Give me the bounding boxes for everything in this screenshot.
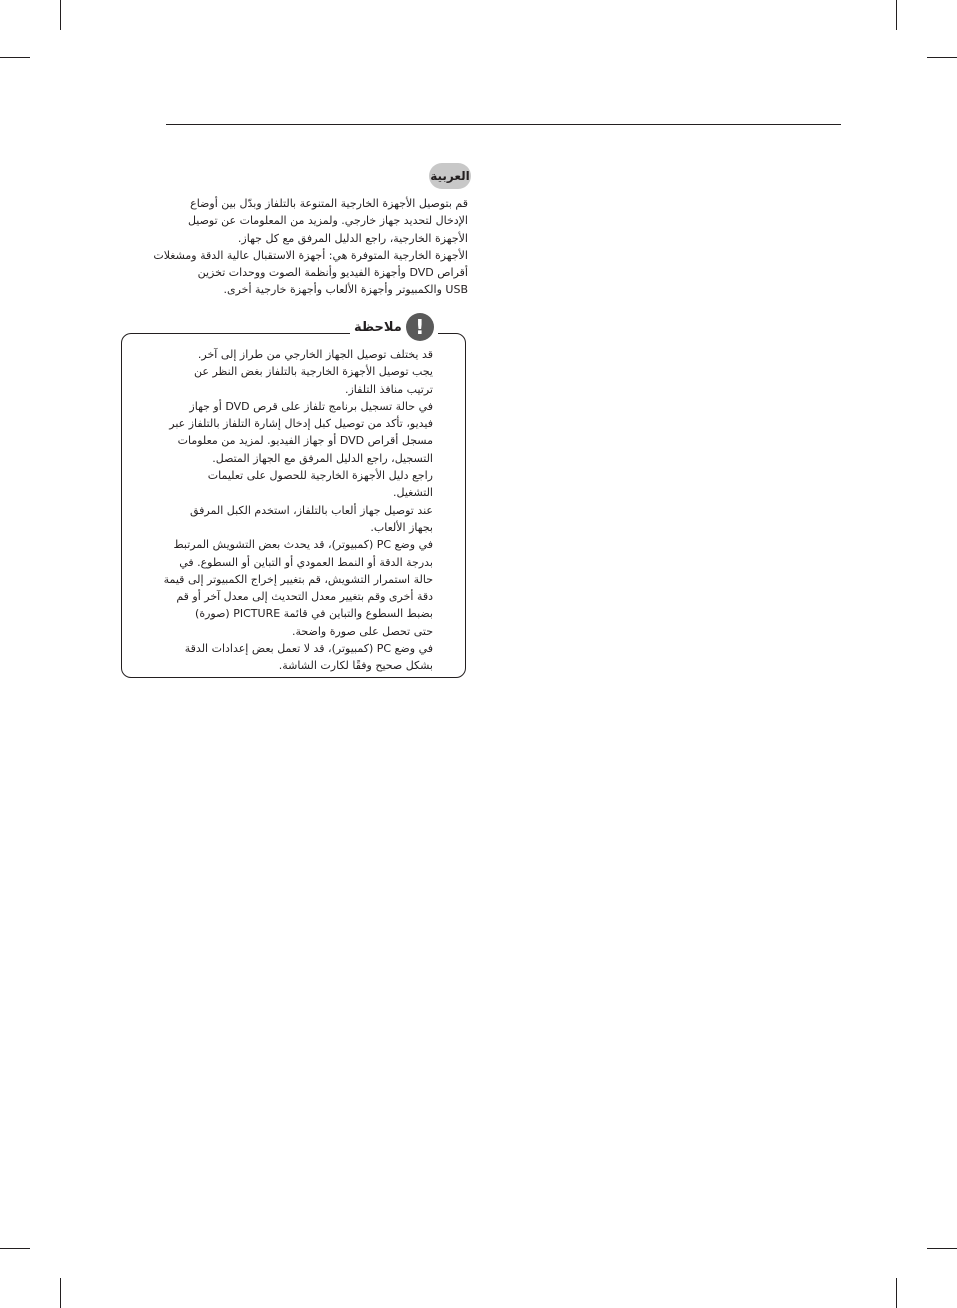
note-line: قد يختلف توصيل الجهاز الخارجي من طراز إلى آخر. <box>197 348 433 361</box>
crop-mark <box>0 1248 30 1249</box>
crop-mark <box>0 57 30 58</box>
language-badge: العربية <box>429 163 471 189</box>
crop-mark <box>927 57 957 58</box>
note-line: دقة أخرى وقم بتغيير معدل التحديث إلى معدل آخر أو قم <box>176 590 433 604</box>
note-line: التشغيل. <box>393 486 433 500</box>
crop-mark <box>60 0 61 30</box>
note-line: يجب توصيل الأجهزة الخارجية بالتلفاز بغض النظر عن <box>194 365 433 379</box>
note-line: حتى تحصل على صورة واضحة. <box>292 624 433 638</box>
intro-line: أقراص DVD وأجهزة الفيديو وأنظمة الصوت ووحدات تخزين <box>197 266 468 280</box>
note-line: ترتيب منافذ التلفاز. <box>345 382 433 396</box>
note-body <box>160 346 433 675</box>
crop-mark <box>927 1248 957 1249</box>
note-line: بدرجة الدقة أو النمط العمودي أو التباين أو السطوع. في <box>179 555 433 569</box>
note-line: التسجيل، راجع الدليل المرفق مع الجهاز المتصل. <box>212 451 433 465</box>
note-line: حالة استمرار التشويش، قم بتغيير إخراج الكمبيوتر إلى قيمة <box>163 572 433 586</box>
note-line: مسجل أقراص DVD أو جهاز الفيديو. لمزيد من معلومات <box>177 434 433 448</box>
crop-mark <box>896 0 897 30</box>
intro-line: الإدخال لتحديد جهاز خارجي. ولمزيد من المعلومات عن توصيل <box>187 214 468 228</box>
exclamation-icon: ! <box>406 313 434 341</box>
intro-line: USB والكمبيوتر وأجهزة الألعاب وأجهزة خارجية أخرى. <box>223 283 468 297</box>
intro-line: الأجهزة الخارجية، راجع الدليل المرفق مع كل جهاز. <box>237 231 468 245</box>
note-title: ملاحظة <box>354 319 402 335</box>
note-line: في وضع PC (كمبيوتر)، قد يحدث بعض التشويش المرتبط <box>173 538 433 552</box>
note-line: بجهاز الألعاب. <box>370 520 433 534</box>
note-line: في وضع PC (كمبيوتر)، قد لا تعمل بعض إعدادات الدقة <box>184 642 433 656</box>
intro-line: الأجهزة الخارجية المتوفرة هي: أجهزة الاستقبال عالية الدقة ومشغلات <box>153 248 468 262</box>
note-line: بضبط السطوع والتباين في قائمة PICTURE (صورة) <box>195 607 433 621</box>
note-line: بشكل صحيح وفقًا لكارت الشاشة. <box>278 659 433 673</box>
header-rule <box>166 124 841 125</box>
note-line: راجع دليل الأجهزة الخارجية للحصول على تعليمات <box>207 469 433 483</box>
crop-mark <box>60 1278 61 1308</box>
note-line: عند توصيل جهاز ألعاب بالتلفاز، استخدم الكبل المرفق <box>189 503 433 517</box>
intro-line: قم بتوصيل الأجهزة الخارجية المتنوعة بالتلفاز وبدّل بين أوضاع <box>190 197 468 210</box>
note-line: في حالة تسجيل برنامج تلفاز على قرص DVD أو جهاز <box>189 399 433 413</box>
crop-mark <box>896 1278 897 1308</box>
note-line: فيديو، تأكد من توصيل كبل إدخال إشارة التلفاز بالتلفاز عبر <box>169 417 433 431</box>
note-header <box>350 312 438 342</box>
intro-paragraph <box>150 195 468 299</box>
